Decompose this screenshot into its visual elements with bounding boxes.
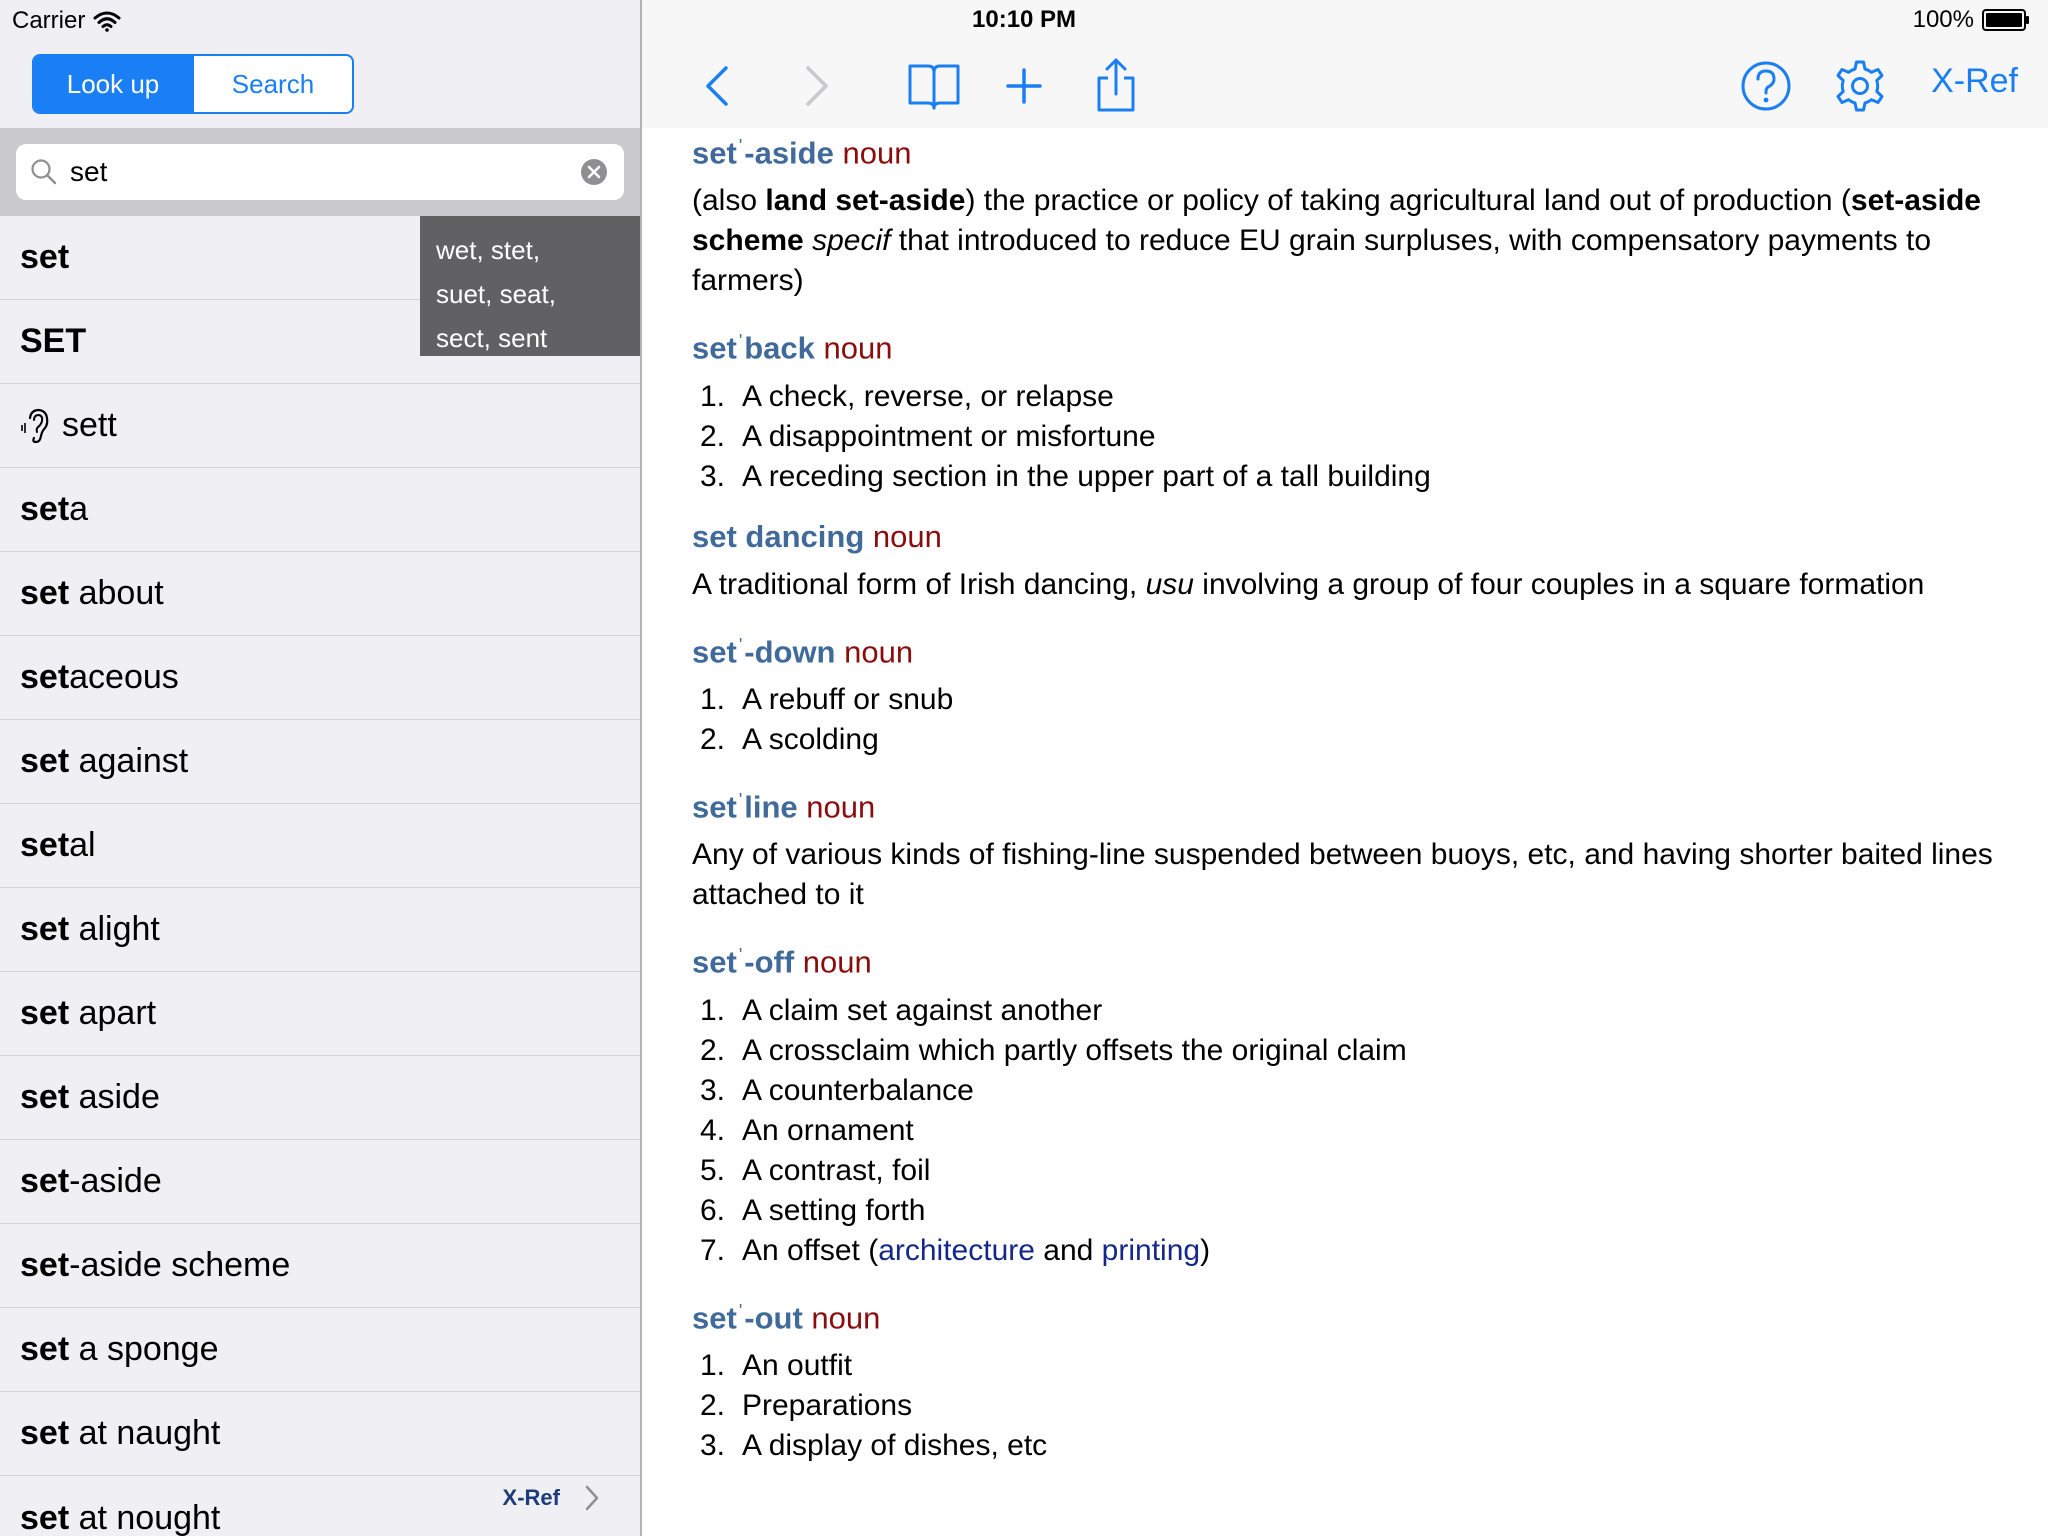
row-xref-label: X-Ref <box>502 1485 560 1510</box>
word-list-item[interactable] <box>0 1392 640 1476</box>
sense-number: 1. <box>700 1348 726 1382</box>
word-list-item[interactable] <box>0 720 640 804</box>
suggestion-line[interactable]: suet, seat, <box>436 279 556 309</box>
battery-status <box>1913 6 2030 34</box>
word-list-item[interactable] <box>0 804 640 888</box>
entry-headword <box>692 124 2032 175</box>
status-bar-left <box>12 6 121 36</box>
word-list-item[interactable] <box>0 552 640 636</box>
word-remainder: -aside <box>69 1162 162 1200</box>
segment-look-up[interactable]: Look up <box>34 56 192 112</box>
entry-headword <box>692 319 2032 370</box>
sense-text: An ornament <box>742 1113 914 1147</box>
word-list <box>0 216 640 1536</box>
part-of-speech: noun <box>872 518 942 554</box>
word-match-prefix: set <box>20 658 70 696</box>
sense-item <box>700 1111 2032 1151</box>
lookup-pane <box>0 0 640 1536</box>
sense-text: Preparations <box>742 1388 913 1422</box>
word-list-item[interactable] <box>0 972 640 1056</box>
sense-list <box>700 991 2032 1271</box>
clock: 10:10 PM <box>972 6 1077 33</box>
part-of-speech: noun <box>823 330 893 366</box>
word-list-item[interactable] <box>0 636 640 720</box>
sense-number: 1. <box>700 379 726 413</box>
word-remainder: -aside scheme <box>69 1246 291 1284</box>
word-list-item[interactable] <box>0 1476 640 1536</box>
headword-text: set <box>692 1299 737 1335</box>
mode-segmented-control <box>32 54 354 114</box>
sense-number: 6. <box>700 1193 726 1227</box>
sense-number: 2. <box>700 722 726 756</box>
word-match-prefix: set <box>20 1246 70 1284</box>
headword-text: line <box>744 789 798 825</box>
sense-text: An offset (architecture and printing) <box>742 1233 1211 1267</box>
dictionary-entry <box>692 515 2032 605</box>
xref-button[interactable]: X-Ref <box>1931 62 2018 100</box>
xref-link[interactable]: printing <box>1101 1233 1201 1267</box>
word-list-item[interactable] <box>0 468 640 552</box>
sense-number: 7. <box>700 1233 726 1267</box>
dictionary-entry <box>692 778 2032 915</box>
word-remainder: a <box>69 490 89 528</box>
toolbar <box>642 0 2048 128</box>
dictionary-entry <box>692 933 2032 1270</box>
word-remainder: sett <box>62 406 117 444</box>
sense-text: A setting forth <box>742 1193 926 1227</box>
chevron-right-icon <box>584 1484 600 1512</box>
word-match-prefix: set <box>20 1078 70 1116</box>
entry-pane <box>642 0 2048 1536</box>
word-remainder: against <box>69 742 189 780</box>
clear-search-icon[interactable] <box>580 158 608 186</box>
sense-text: An outfit <box>742 1348 853 1382</box>
row-xref-link[interactable] <box>503 1484 600 1512</box>
sense-number: 3. <box>700 459 726 493</box>
help-icon <box>1736 56 1796 116</box>
sense-text: A check, reverse, or relapse <box>742 379 1114 413</box>
headword-text: -out <box>744 1299 803 1335</box>
word-match-prefix: set <box>20 1498 70 1536</box>
entry-headword <box>692 623 2032 674</box>
sense-item <box>700 720 2032 760</box>
sense-item <box>700 1151 2032 1191</box>
sense-number: 5. <box>700 1153 726 1187</box>
word-remainder: at naught <box>69 1414 221 1452</box>
chevron-left-icon <box>688 56 748 116</box>
word-match-prefix: set <box>20 1330 70 1368</box>
word-remainder: aside <box>69 1078 160 1116</box>
word-list-item[interactable] <box>0 1140 640 1224</box>
sense-text: A rebuff or snub <box>742 682 954 716</box>
headword-text: back <box>744 330 815 366</box>
dictionary-entry <box>692 1289 2032 1466</box>
search-icon <box>30 158 58 186</box>
sense-number: 3. <box>700 1428 726 1462</box>
gear-icon <box>1830 56 1890 116</box>
share-button[interactable] <box>1086 56 1146 116</box>
sense-text: A disappointment or misfortune <box>742 419 1156 453</box>
word-match-prefix: set <box>20 574 70 612</box>
entry-headword <box>692 778 2032 829</box>
suggestion-line[interactable]: sect, sent <box>436 323 548 353</box>
definition-text: A traditional form of Irish dancing, usu involving a group of four couples in a square formation <box>692 567 1925 601</box>
word-remainder: a sponge <box>69 1330 219 1368</box>
forward-button[interactable] <box>786 56 846 116</box>
word-list-item[interactable] <box>0 1056 640 1140</box>
word-list-item[interactable] <box>0 1308 640 1392</box>
wifi-icon <box>93 10 121 32</box>
word-remainder: at nought <box>69 1498 221 1536</box>
sense-text: A counterbalance <box>742 1073 974 1107</box>
carrier-label: Carrier <box>12 7 86 34</box>
book-icon <box>904 56 964 116</box>
word-match-prefix: set <box>20 238 70 276</box>
sense-list <box>700 1346 2032 1466</box>
part-of-speech: noun <box>844 633 914 669</box>
word-remainder: al <box>69 826 96 864</box>
spelling-suggestions[interactable] <box>420 216 640 356</box>
share-icon <box>1086 56 1146 116</box>
plus-icon <box>994 56 1054 116</box>
sense-item <box>700 457 2032 497</box>
headword-text: -off <box>744 944 795 980</box>
settings-button[interactable] <box>1830 56 1890 116</box>
search-input[interactable] <box>70 156 580 188</box>
headword-text: -down <box>744 633 836 669</box>
sense-text: A display of dishes, etc <box>742 1428 1048 1462</box>
headword-text: set <box>692 789 737 825</box>
stress-mark: ' <box>738 945 743 966</box>
search-bar <box>0 128 640 216</box>
sense-number: 2. <box>700 419 726 453</box>
sense-item <box>700 1231 2032 1271</box>
sense-item <box>700 377 2032 417</box>
stress-mark: ' <box>738 1300 743 1321</box>
sense-item <box>700 680 2032 720</box>
sense-number: 1. <box>700 993 726 1027</box>
sense-item <box>700 1386 2032 1426</box>
word-match-prefix: set <box>20 1162 70 1200</box>
word-remainder: alight <box>69 910 160 948</box>
sense-item <box>700 1191 2032 1231</box>
part-of-speech: noun <box>842 135 912 171</box>
headword-text: set <box>692 944 737 980</box>
headword-text: set <box>692 135 737 171</box>
dictionary-entry <box>692 623 2032 760</box>
sense-item <box>700 1346 2032 1386</box>
word-match-prefix: set <box>20 742 70 780</box>
xref-link[interactable]: architecture <box>878 1233 1035 1267</box>
sense-number: 2. <box>700 1388 726 1422</box>
suggestion-line[interactable]: wet, stet, <box>436 235 541 265</box>
sense-text: A contrast, foil <box>742 1153 931 1187</box>
stress-mark: ' <box>738 136 743 156</box>
stress-mark: ' <box>738 331 743 352</box>
word-match-prefix: set <box>20 490 70 528</box>
search-field <box>16 144 624 200</box>
sense-item <box>700 417 2032 457</box>
sense-text: A claim set against another <box>742 993 1103 1027</box>
headword-text: -aside <box>744 135 834 171</box>
sense-text: A crossclaim which partly offsets the original claim <box>742 1033 1407 1067</box>
definition-text: Any of various kinds of fishing-line suspended between buoys, etc, and having shorter baited lines attached to it <box>692 838 1993 912</box>
word-match-prefix: set <box>20 994 70 1032</box>
stress-mark: ' <box>738 789 743 810</box>
sense-list <box>700 377 2032 497</box>
sense-item <box>700 991 2032 1031</box>
sense-text: A scolding <box>742 722 879 756</box>
word-list-item[interactable] <box>0 1224 640 1308</box>
entry-headword <box>692 1289 2032 1340</box>
word-list-item[interactable] <box>0 888 640 972</box>
sense-number: 1. <box>700 682 726 716</box>
stress-mark: ' <box>738 634 743 655</box>
sense-text: A receding section in the upper part of a tall building <box>742 459 1431 493</box>
audio-ear-icon <box>20 408 50 444</box>
back-button[interactable] <box>688 56 748 116</box>
sense-number: 4. <box>700 1113 726 1147</box>
part-of-speech: noun <box>806 789 876 825</box>
definition-text: (also land set-aside) the practice or policy of taking agricultural land out of production (set-aside scheme specif that introduced to reduce EU grain surpluses, with compensatory payments to farmers) <box>692 184 1981 298</box>
chevron-right-icon <box>786 56 846 116</box>
sense-item <box>700 1071 2032 1111</box>
word-match-prefix: set <box>20 826 70 864</box>
sense-list <box>700 680 2032 760</box>
book-button[interactable] <box>904 56 964 116</box>
battery-percent: 100% <box>1912 6 1974 33</box>
word-remainder: about <box>69 574 164 612</box>
word-remainder: apart <box>69 994 157 1032</box>
sense-number: 2. <box>700 1033 726 1067</box>
headword-text: set <box>692 330 737 366</box>
segment-search[interactable]: Search <box>192 56 352 112</box>
word-match-prefix: set <box>20 910 70 948</box>
word-remainder: aceous <box>69 658 179 696</box>
help-button[interactable] <box>1736 56 1796 116</box>
sense-item <box>700 1426 2032 1466</box>
entry-headword <box>692 515 2032 559</box>
add-bookmark-button[interactable] <box>994 56 1054 116</box>
headword-text: set <box>692 633 737 669</box>
word-list-item[interactable] <box>0 384 640 468</box>
sense-item <box>700 1031 2032 1071</box>
dictionary-entry <box>692 319 2032 496</box>
dictionary-entry <box>692 124 2032 301</box>
word-match-prefix: set <box>20 1414 70 1452</box>
headword-text: set dancing <box>692 518 865 554</box>
part-of-speech: noun <box>802 944 872 980</box>
entry-headword <box>692 933 2032 984</box>
sense-number: 3. <box>700 1073 726 1107</box>
dictionary-entries <box>692 128 2032 1488</box>
part-of-speech: noun <box>811 1299 881 1335</box>
word-match-prefix: SET <box>20 322 87 360</box>
battery-icon <box>1982 9 2030 31</box>
